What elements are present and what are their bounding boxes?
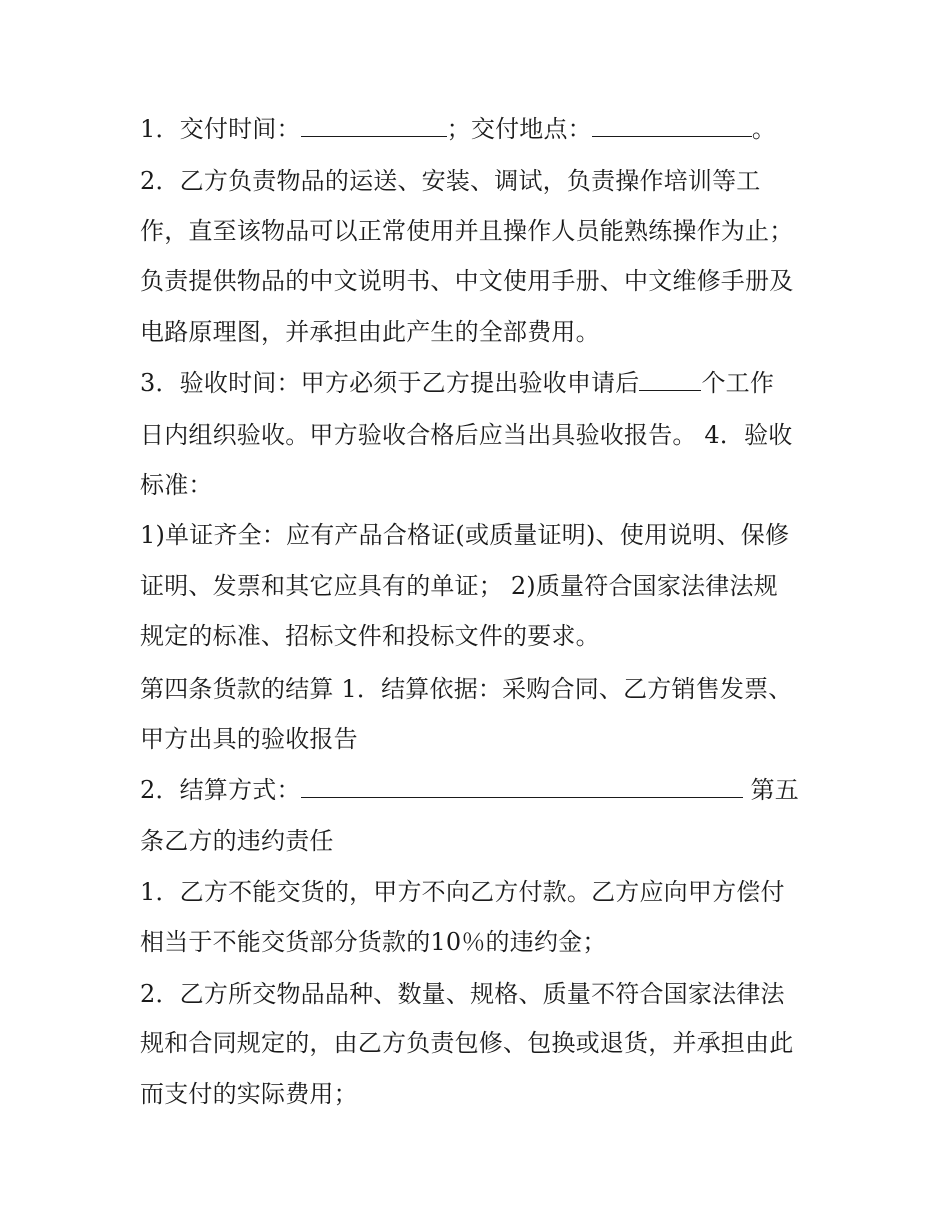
text-line: 证明、发票和其它应具有的单证； 2)质量符合国家法律法规 — [140, 572, 778, 600]
text-line: 甲方出具的验收报告 — [140, 725, 358, 753]
text-line: 规和合同规定的，由乙方负责包修、包换或退货，并承担由此 — [140, 1029, 794, 1057]
acceptance-time-label: 3．验收时间：甲方必须于乙方提出验收申请后 — [140, 369, 640, 397]
settlement-method-suffix: 第五 — [742, 776, 799, 804]
text-line: 负责提供物品的中文说明书、中文使用手册、中文维修手册及 — [140, 267, 794, 295]
text-line: 作，直至该物品可以正常使用并且操作人员能熟练操作为止； — [140, 217, 794, 245]
acceptance-time-suffix: 个工作 — [701, 369, 775, 397]
delivery-place-label: ；交付地点： — [446, 115, 592, 143]
acceptance-time-line — [140, 366, 774, 400]
text-line: 标准： — [140, 471, 213, 499]
text-line: 电路原理图，并承担由此产生的全部费用。 — [140, 318, 600, 346]
text-line: 第四条货款的结算 1．结算依据：采购合同、乙方销售发票、 — [140, 675, 793, 703]
text-line: 1)单证齐全：应有产品合格证(或质量证明)、使用说明、保修 — [140, 521, 790, 549]
text-line: 2．乙方所交物品品种、数量、规格、质量不符合国家法律法 — [140, 980, 785, 1008]
delivery-line — [140, 112, 776, 146]
text-line: 规定的标准、招标文件和投标文件的要求。 — [140, 622, 600, 650]
delivery-time-blank[interactable] — [301, 114, 447, 137]
delivery-time-label: 1．交付时间： — [140, 115, 301, 143]
text-line: 2．乙方负责物品的运送、安装、调试，负责操作培训等工 — [140, 167, 761, 195]
delivery-place-blank[interactable] — [592, 114, 752, 137]
settlement-method-label: 2．结算方式： — [140, 776, 301, 804]
text-line: 而支付的实际费用； — [140, 1080, 358, 1108]
settlement-method-line — [140, 773, 799, 807]
text-line: 1．乙方不能交货的，甲方不向乙方付款。乙方应向甲方偿付 — [140, 878, 785, 906]
settlement-method-blank[interactable] — [301, 775, 743, 798]
acceptance-days-blank[interactable] — [639, 368, 701, 391]
delivery-end: 。 — [751, 115, 777, 143]
text-line: 相当于不能交货部分货款的10％的违约金； — [140, 928, 607, 956]
text-line: 条乙方的违约责任 — [140, 827, 334, 855]
text-line: 日内组织验收。甲方验收合格后应当出具验收报告。 4．验收 — [140, 421, 793, 449]
